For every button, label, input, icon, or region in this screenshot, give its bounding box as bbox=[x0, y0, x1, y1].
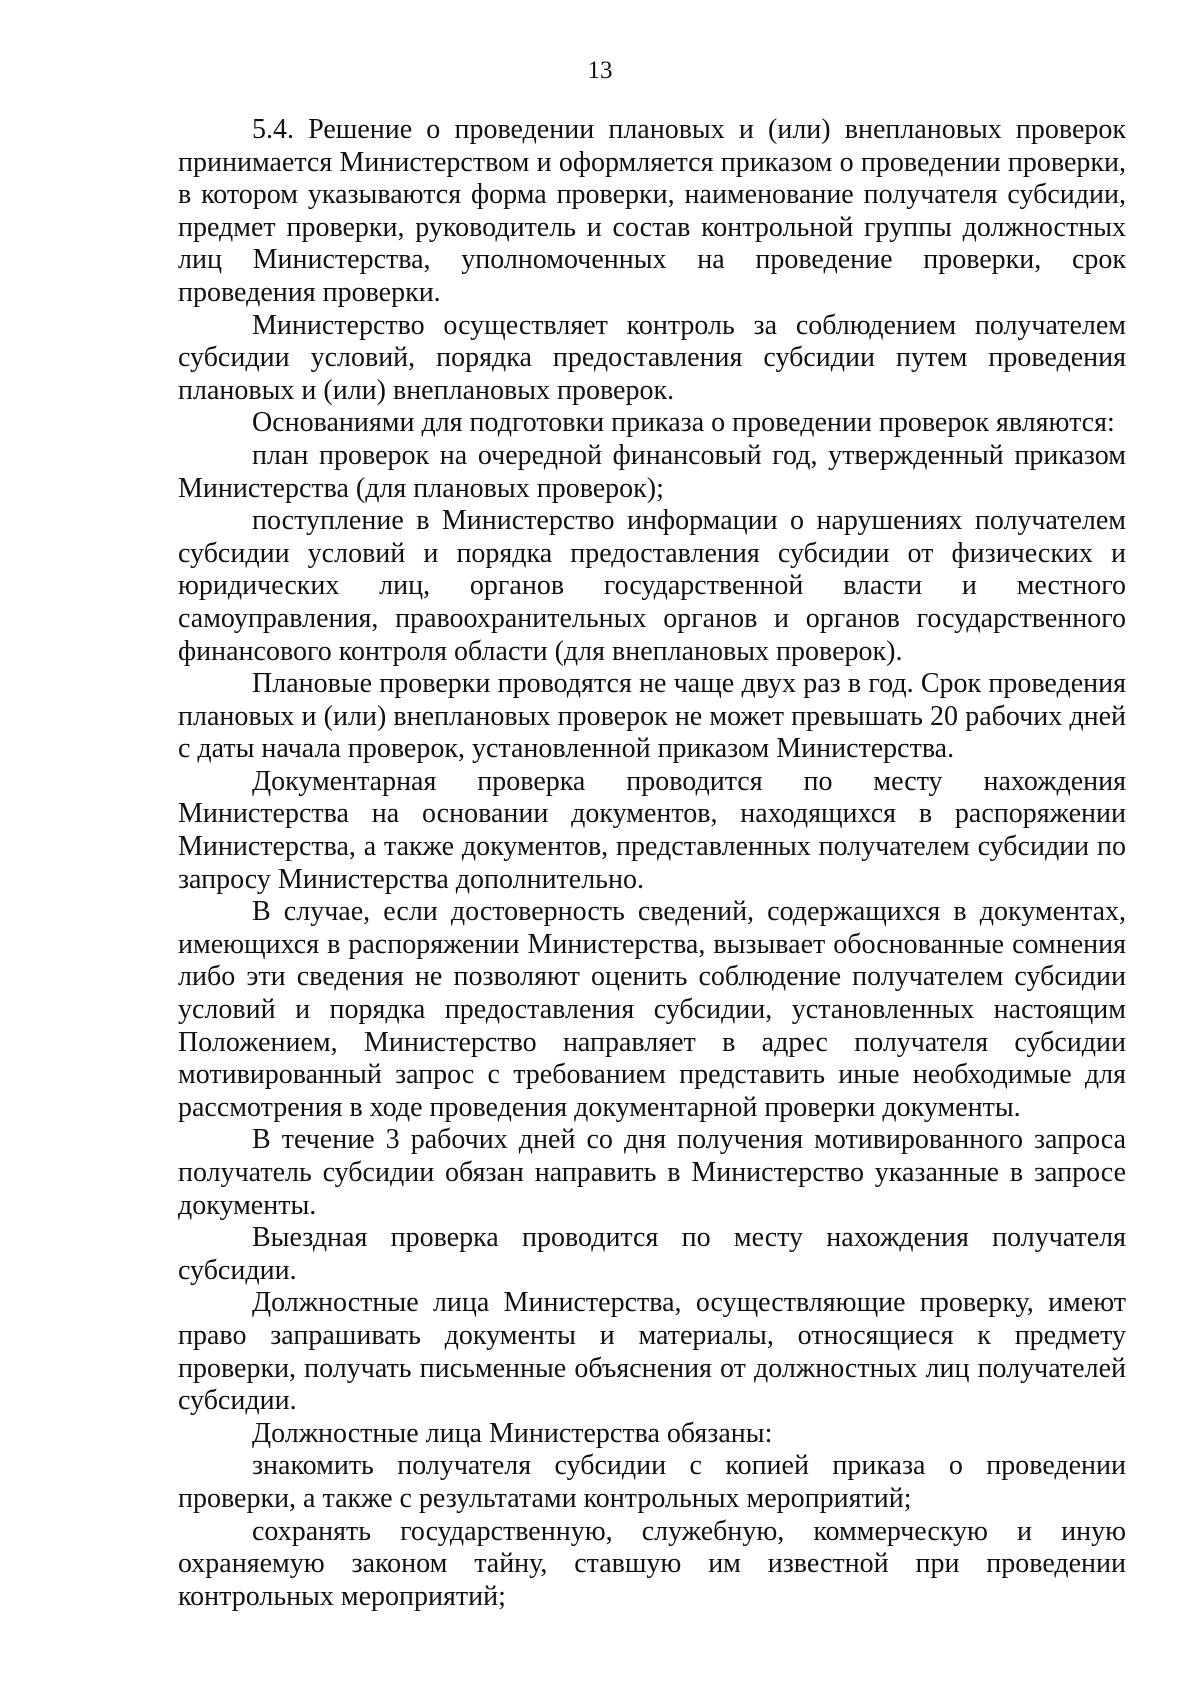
page-number: 13 bbox=[587, 57, 613, 84]
paragraph-reliability-doubts: В случае, если достоверность сведений, содержащихся в документах, имеющихся в распоряжении Министерства, вызывает обоснованные сомнения либо эти сведения не позволяют оценить соблюдение получателем субсидии условий и порядка предоставления субсидии, установленных настоящим Положением, Министерство направляет в адрес получателя субсидии мотивированный запрос с требованием представить иные необходимые для рассмотрения в ходе проведения документарной проверки документы. bbox=[178, 896, 1126, 1123]
paragraph-documentary-check: Документарная проверка проводится по месту нахождения Министерства на основании документов, находящихся в распоряжении Министерства, а также документов, представленных получателем субсидии по запросу Министерства дополнительно. bbox=[178, 765, 1126, 895]
paragraph-three-days: В течение 3 рабочих дней со дня получения мотивированного запроса получатель субсидии обязан направить в Министерство указанные в запросе документы. bbox=[178, 1124, 1126, 1221]
paragraph-onsite-check: Выездная проверка проводится по месту нахождения получателя субсидии. bbox=[178, 1222, 1126, 1286]
paragraph-duty-acquaint: знакомить получателя субсидии с копией приказа о проведении проверки, а также с результатами контрольных мероприятий; bbox=[178, 1450, 1126, 1514]
paragraph-officials-duties: Должностные лица Министерства обязаны: bbox=[252, 1417, 773, 1449]
paragraph-5-4-decision: 5.4. Решение о проведении плановых и (или) внеплановых проверок принимается Министерством и оформляется приказом о проведении проверки, в котором указываются форма проверки, наименование получателя субсидии, предмет проверки, руководитель и состав контрольной группы должностных лиц Министерства, уполномоченных на проведение проверки, срок проведения проверки. bbox=[178, 114, 1126, 308]
paragraph-scheduled-frequency: Плановые проверки проводятся не чаще двух раз в год. Срок проведения плановых и (или) внеплановых проверок не может превышать 20 рабочих дней с даты начала проверок, установленной приказом Министерства. bbox=[178, 668, 1126, 765]
paragraph-violation-info: поступление в Министерство информации о нарушениях получателем субсидии условий и порядка предоставления субсидии от физических и юридических лиц, органов государственной власти и местного самоуправления, правоохранительных органов и органов государственного финансового контроля области (для внеплановых проверок). bbox=[178, 505, 1126, 667]
paragraph-inspection-plan: план проверок на очередной финансовый год, утвержденный приказом Министерства (для плановых проверок); bbox=[178, 439, 1126, 504]
paragraph-duty-secrecy: сохранять государственную, служебную, коммерческую и иную охраняемую законом тайну, ставшую им известной при проведении контрольных мероприятий; bbox=[178, 1515, 1126, 1612]
document-body bbox=[178, 114, 1126, 1613]
paragraph-grounds-heading: Основаниями для подготовки приказа о проведении проверок являются: bbox=[252, 407, 1115, 439]
paragraph-officials-rights: Должностные лица Министерства, осуществляющие проверку, имеют право запрашивать документы и материалы, относящиеся к предмету проверки, получать письменные объяснения от должностных лиц получателей субсидии. bbox=[178, 1287, 1126, 1417]
paragraph-ministry-control: Министерство осуществляет контроль за соблюдением получателем субсидии условий, порядка предоставления субсидии путем проведения плановых и (или) внеплановых проверок. bbox=[178, 309, 1126, 406]
